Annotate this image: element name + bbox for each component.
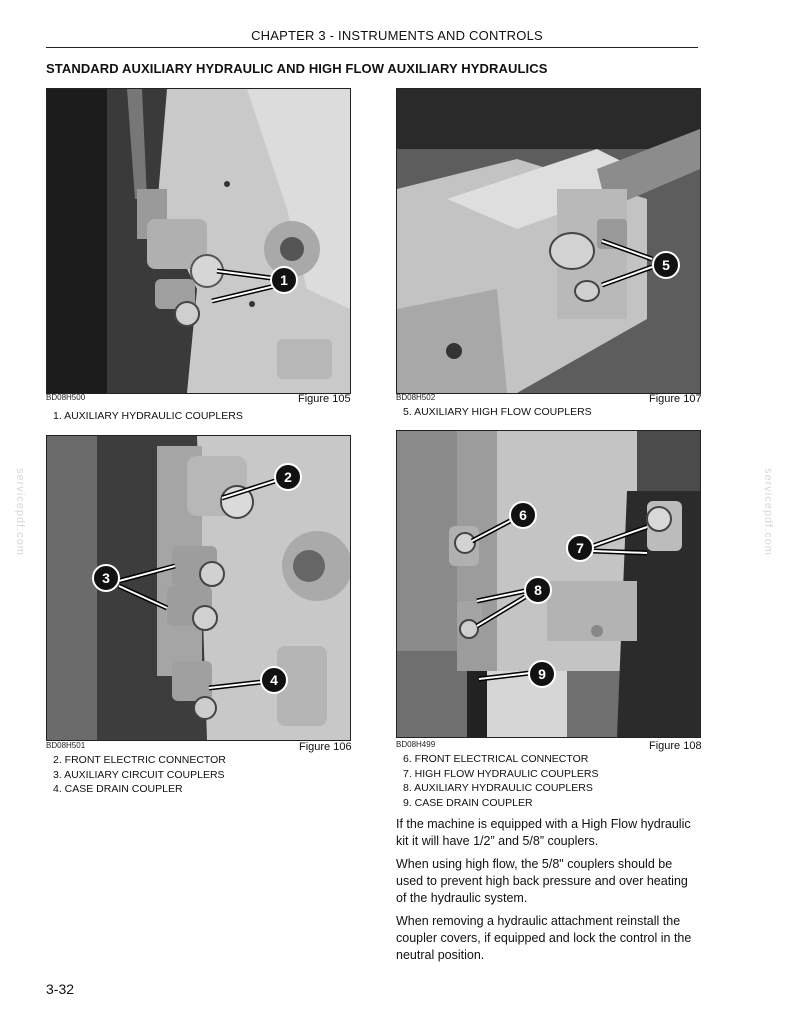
- body-text-column: [396, 816, 700, 964]
- watermark-left: servicepdf.com: [14, 468, 26, 556]
- caption-item: 8. AUXILIARY HYDRAULIC COUPLERS: [403, 782, 593, 794]
- figure-106-label: Figure 106: [299, 741, 352, 753]
- callout-3: 3: [102, 570, 110, 586]
- callout-5: 5: [662, 257, 670, 273]
- figure-108-photo: [396, 430, 701, 738]
- caption-item: 9. CASE DRAIN COUPLER: [403, 796, 533, 809]
- figure-105-label: Figure 105: [298, 393, 351, 405]
- figure-107-label: Figure 107: [649, 393, 702, 405]
- figure-107-photo: [396, 88, 701, 394]
- section-title: STANDARD AUXILIARY HYDRAULIC AND HIGH FLOW AUXILIARY HYDRAULICS: [46, 61, 548, 76]
- header-rule: [46, 47, 698, 48]
- callout-2: 2: [284, 469, 292, 485]
- paragraph-removing-attachment: When removing a hydraulic attachment reinstall the coupler covers, if equipped and lock the control in the neutral position.: [396, 914, 692, 962]
- callout-6: 6: [519, 507, 527, 523]
- caption-item: 7. HIGH FLOW HYDRAULIC COUPLERS: [403, 767, 599, 780]
- caption-item: 1. AUXILIARY HYDRAULIC COUPLERS: [53, 410, 243, 422]
- callout-1: 1: [280, 272, 288, 288]
- figure-108-label: Figure 108: [649, 740, 702, 752]
- figure-107-code: BD08H502: [396, 393, 436, 402]
- paragraph-high-flow-kit: If the machine is equipped with a High Flow hydraulic kit it will have 1/2” and 5/8” couplers.: [396, 817, 691, 848]
- callout-9: 9: [538, 666, 546, 682]
- figure-105-captions: [53, 409, 243, 424]
- figure-108-captions: [403, 752, 598, 810]
- caption-item: 4. CASE DRAIN COUPLER: [53, 783, 183, 795]
- caption-item: 6. FRONT ELECTRICAL CONNECTOR: [403, 753, 589, 765]
- figure-106-code: BD08H501: [46, 741, 86, 750]
- caption-item: 3. AUXILIARY CIRCUIT COUPLERS: [53, 768, 225, 781]
- figure-105-code: BD08H500: [46, 393, 86, 402]
- figure-106-captions: [53, 753, 226, 797]
- figure-105-photo: [46, 88, 351, 394]
- figure-107-captions: [403, 405, 592, 420]
- callout-8: 8: [534, 582, 542, 598]
- callout-7: 7: [576, 540, 584, 556]
- callout-4: 4: [270, 672, 278, 688]
- watermark-right: servicepdf.com: [762, 468, 774, 556]
- caption-item: 2. FRONT ELECTRIC CONNECTOR: [53, 754, 226, 766]
- page-number: 3-32: [46, 981, 75, 997]
- paragraph-high-flow-couplers: When using high flow, the 5/8" couplers should be used to prevent high back pressure and over heating of the hydraulic system.: [396, 857, 688, 905]
- figure-108-code: BD08H499: [396, 740, 436, 749]
- chapter-header: CHAPTER 3 - INSTRUMENTS AND CONTROLS: [251, 28, 543, 43]
- caption-item: 5. AUXILIARY HIGH FLOW COUPLERS: [403, 406, 592, 418]
- figure-106-photo: [46, 435, 351, 741]
